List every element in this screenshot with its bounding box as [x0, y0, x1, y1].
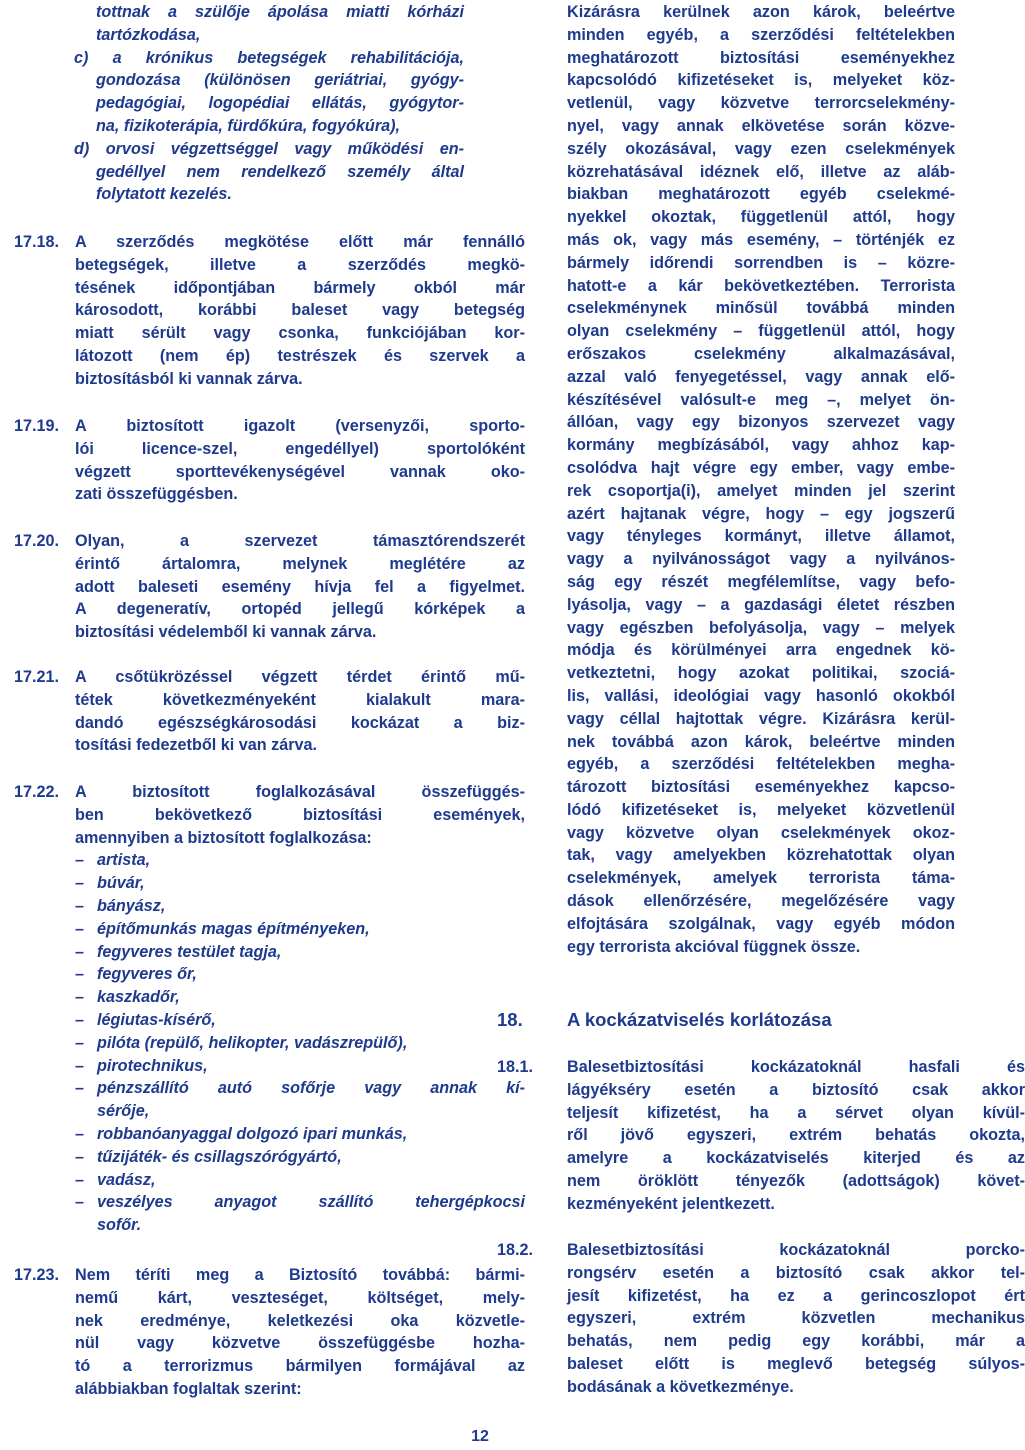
text-line: károsodott, korábbi baleset vagy betegség [75, 301, 525, 320]
text-line: tésének időpontjában bármely okból már [75, 278, 525, 297]
dash-bullet: – [75, 988, 85, 1007]
text-line: biakban meghatározott egyéb cselekmé- [567, 185, 955, 204]
list-item [75, 1077, 525, 1123]
text-line: biztosítási védelemből ki vannak zárva. [75, 623, 377, 642]
text-line: na, fizikoterápia, fürdőkúra, fogyókúra), [96, 116, 401, 135]
text-line: Balesetbiztosítási kockázatoknál hasfali és [567, 1058, 1025, 1076]
text-line: jesít kifizetést, ha ez a gerincoszlopot ért [567, 1286, 1025, 1305]
text-line: lágyékséry esetén a biztosító csak akkor [567, 1080, 1025, 1099]
clause-number: 17.21. [14, 668, 60, 686]
dash-bullet: – [75, 1170, 85, 1189]
text-line: cselekménynek minősül továbbá minden [567, 299, 955, 318]
text-line: d) orvosi végzettséggel vagy működési en- [74, 139, 464, 158]
dash-bullet: – [75, 896, 85, 915]
text-line: A degeneratív, ortopéd jellegű kórképek a [75, 600, 525, 619]
text-line: tározott biztosítási eseményekhez kapcso- [567, 778, 955, 797]
text-line: vagy egészben befolyásolja, vagy – melyek [567, 618, 955, 637]
text-line: c) a krónikus betegségek rehabilitációja, [74, 48, 464, 67]
clause-18-1 [497, 1056, 1025, 1216]
text-line: rongsérv esetén a biztosító csak akkor tel- [567, 1263, 1025, 1282]
dash-bullet: – [75, 1193, 85, 1212]
text-line: szély okozásával, vagy ezen cselekmények [567, 139, 955, 158]
clause-17-19 [14, 415, 525, 506]
clause-17-23 [14, 1264, 525, 1401]
list-item [75, 1009, 525, 1032]
list-item [75, 1123, 525, 1146]
list-item [75, 1191, 525, 1237]
text-line: közrehatásával idéznek elő, illetve az aláb- [567, 162, 955, 181]
text-line: rek csoportja(i), amelyet minden jel szerint [567, 481, 955, 500]
list-item [75, 872, 525, 895]
text-line: A szerződés megkötése előtt már fennálló [75, 233, 525, 251]
text-line: más ok, vagy más esemény, – történjék ez [567, 230, 955, 249]
text-line: bodásának a következménye. [567, 1377, 794, 1396]
text-line: amelyre a kockázatviselés kiterjed és az [567, 1149, 1025, 1168]
text-line: folytatott kezelés. [96, 185, 232, 204]
text-line: A biztosított foglalkozásával összefüggés- [75, 783, 525, 801]
clause-number: 17.22. [14, 783, 60, 801]
dash-bullet: – [75, 919, 85, 938]
clause-18-2 [497, 1239, 1025, 1399]
list-item-text: vadász, [97, 1170, 156, 1189]
list-item [75, 918, 525, 941]
text-line: teljesít kifizetést, ha a sérvet olyan kívül- [567, 1103, 1025, 1122]
text-line: tó a terrorizmus bármilyen formájával az [75, 1357, 525, 1376]
text-line: gedéllyel nem rendelkező személy által [96, 162, 464, 181]
text-line: biztosításból ki vannak zárva. [75, 369, 303, 388]
list-item-text: pénzszállító autó sofőrje vagy annak kí- [97, 1079, 525, 1098]
text-line: meghatározott biztosítási eseményekhez [567, 48, 955, 67]
text-line: lói licence-szel, engedéllyel) sportolóként [75, 439, 525, 458]
list-item-text: sérője, [97, 1102, 150, 1121]
list-item [75, 895, 525, 918]
list-item [75, 1032, 525, 1055]
text-line: tottnak a szülője ápolása miatti kórházi [96, 3, 464, 21]
text-line: lyásolja, vagy – a gazdasági életet részben [567, 595, 955, 614]
list-item-text: sofőr. [97, 1216, 142, 1235]
text-line: azzal való fenyegetéssel, vagy annak elő- [567, 367, 955, 386]
text-line: nemű kárt, veszteséget, költséget, mely- [75, 1288, 525, 1307]
text-line: dandó egészségkárosodási kockázat a biz- [75, 713, 525, 732]
list-item-text: kaszkadőr, [97, 988, 180, 1007]
text-line: cselekmények, amelyek terrorista táma- [567, 869, 955, 888]
list-item [75, 849, 525, 872]
text-line: ság egy részét megfélemlítse, vagy befo- [567, 572, 955, 591]
list-item [75, 941, 525, 964]
text-line: vetkeztetni, hogy azokat politikai, szociá- [567, 664, 955, 683]
text-line: állóan, vagy egy bizonyos szervezet vagy [567, 413, 955, 432]
text-line: egyszeri, extrém közvetlen mechanikus [567, 1309, 1025, 1328]
text-line: tétek következményeként kialakult mara- [75, 690, 525, 709]
text-line: azért hajtanak végre, hogy – egy jogszerű [567, 504, 955, 523]
text-line: pedagógiai, logopédiai ellátás, gyógytor- [96, 94, 464, 113]
list-item-text: robbanóanyaggal dolgozó ipari munkás, [97, 1124, 408, 1143]
list-item [75, 1146, 525, 1169]
text-line: hatott-e a kár bekövetkeztében. Terrorista [567, 276, 955, 295]
list-item-text: tűzijáték- és csillagszórógyártó, [97, 1147, 342, 1166]
text-line: nül vagy közvetve összefüggésbe hozha- [75, 1334, 525, 1353]
text-line: behatás, nem pedig egy korábbi, már a [567, 1332, 1025, 1351]
text-line: vagy a nyilvánosságot vagy a nyilvános- [567, 550, 955, 569]
text-line: nem öröklött tényezők (adottságok) követ- [567, 1171, 1025, 1190]
list-item-text: fegyveres testület tagja, [97, 942, 282, 961]
dash-bullet: – [75, 1079, 85, 1098]
text-line: vagy tényleges kormányt, illetve államot, [567, 527, 955, 546]
text-line: lis, vallási, ideológiai vagy hasonló okokból [567, 686, 955, 705]
section-number: 18. [497, 1009, 523, 1030]
text-line: alábbiakban foglaltak szerint: [75, 1379, 302, 1398]
text-line: Balesetbiztosítási kockázatoknál porcko- [567, 1241, 1025, 1259]
text-line: erőszakos cselekmény alkalmazásával, [567, 344, 955, 363]
text-line: elfojtására szolgálnak, vagy egyéb módon [567, 914, 955, 933]
text-line: csolódva hajt végre egy ember, vagy embe- [567, 458, 955, 477]
dash-bullet: – [75, 1056, 85, 1075]
intro-list [74, 1, 464, 206]
text-line: vagy közvetve olyan cselekmények okoz- [567, 823, 955, 842]
clause-17-18 [14, 231, 525, 391]
list-item-text: veszélyes anyagot szállító tehergépkocsi [97, 1193, 525, 1212]
text-line: ről jövő egyszeri, extrém behatás okozta, [567, 1126, 1025, 1145]
occupation-list [75, 849, 525, 1237]
clause-number: 17.19. [14, 417, 60, 435]
clause-number: 17.23. [14, 1266, 60, 1284]
clause-number: 18.1. [497, 1058, 534, 1076]
list-item-text: bányász, [97, 896, 166, 915]
dash-bullet: – [75, 965, 85, 984]
text-line: látozott (nem ép) testrészek és szervek a [75, 346, 525, 365]
text-line: lódó kifizetéseket is, melyeket közvetlenül [567, 800, 955, 819]
list-item-text: búvár, [97, 874, 145, 893]
list-item-text: pirotechnikus, [97, 1056, 208, 1075]
text-line: egy terrorista akcióval függnek össze. [567, 937, 861, 956]
dash-bullet: – [75, 851, 85, 870]
text-line: vetlenül, vagy közvetve terrorcselekmény- [567, 94, 955, 113]
text-line: nyel, vagy annak elkövetése során közve- [567, 116, 955, 135]
text-line: érintő ártalomra, melynek meglétére az [75, 554, 525, 573]
list-item-text: fegyveres őr, [97, 965, 197, 984]
text-line: adott baleseti esemény hívja fel a figyelmet. [75, 577, 525, 596]
list-item [75, 986, 525, 1009]
text-line: miatt sérült vagy csonka, funkciójában kor- [75, 324, 525, 343]
text-line: kapcsolódó kifizetéseket is, melyeket köz- [567, 71, 955, 90]
text-line: kormány megbízásából, vagy ahhoz kap- [567, 436, 955, 455]
clause-number: 17.18. [14, 233, 60, 251]
text-line: baleset előtt is meglevő betegség súlyos- [567, 1354, 1025, 1373]
dash-bullet: – [75, 1033, 85, 1052]
clause-number: 18.2. [497, 1241, 534, 1259]
text-line: kezményeként jelentkezett. [567, 1194, 775, 1213]
text-line: nek eredménye, keletkezési oka közvetle- [75, 1311, 525, 1330]
clause-17-21 [14, 666, 525, 757]
list-item-text: légiutas-kísérő, [97, 1010, 216, 1029]
list-item [75, 963, 525, 986]
text-line: bármely időrendi sorrendben is – közre- [567, 253, 955, 272]
dash-bullet: – [75, 942, 85, 961]
text-line: végzett sporttevékenységével vannak oko- [75, 462, 525, 481]
text-line: vagy céllal hajtottak végre. Kizárásra kerül- [567, 709, 955, 728]
list-item-text: artista, [97, 851, 151, 870]
text-line: minden egyéb, a szerződési feltételekben [567, 25, 955, 44]
text-line: zati összefüggésben. [75, 485, 238, 504]
text-line: Kizárásra kerülnek azon károk, beleértve [567, 3, 955, 21]
section-title: A kockázatviselés korlátozása [567, 1009, 832, 1030]
text-line: A csőtükrözéssel végzett térdet érintő mű- [75, 668, 525, 686]
text-line: nek továbbá azon károk, beleértve minden [567, 732, 955, 751]
list-item [75, 1055, 525, 1078]
text-line: A biztosított igazolt (versenyzői, sporto- [75, 417, 525, 435]
list-item-text: építőmunkás magas építményeken, [97, 919, 370, 938]
text-line: ben bekövetkező biztosítási események, [75, 805, 525, 824]
text-line: egyéb, a szerződési feltételekben megha- [567, 755, 955, 774]
text-line: tosítási fedezetből ki van zárva. [75, 736, 317, 755]
text-line: gondozása (különösen geriátriai, gyógy- [96, 71, 464, 90]
page-number: 12 [471, 1428, 489, 1445]
dash-bullet: – [75, 1124, 85, 1143]
text-line: készítésével valósult-e meg –, melyet ön- [567, 390, 955, 409]
text-line: amennyiben a biztosított foglalkozása: [75, 828, 372, 847]
list-item-text: pilóta (repülő, helikopter, vadászrepülő), [97, 1033, 408, 1052]
text-line: nyekkel okoztak, függetlenül attól, hogy [567, 208, 955, 227]
text-line: tartózkodása, [96, 25, 201, 44]
clause-17-22 [14, 781, 525, 1237]
clause-number: 17.20. [14, 532, 60, 550]
text-line: módja és körülményei arra engednek kö- [567, 641, 955, 660]
text-line: Olyan, a szervezet támasztórendszerét [75, 532, 525, 550]
text-line: olyan cselekmény – függetlenül attól, hogy [567, 322, 955, 341]
dash-bullet: – [75, 1010, 85, 1029]
text-line: dások ellenőrzésére, megelőzésére vagy [567, 892, 955, 911]
clause-17-20 [14, 530, 525, 644]
terrorism-paragraph [567, 1, 955, 958]
dash-bullet: – [75, 874, 85, 893]
section-heading-18 [497, 1009, 1025, 1032]
text-line: Nem téríti meg a Biztosító továbbá: bármi- [75, 1266, 525, 1284]
text-line: betegségek, illetve a szerződés megkö- [75, 255, 525, 274]
text-line: tak, vagy amelyekben közrehatottak olyan [567, 846, 955, 865]
list-item [75, 1169, 525, 1192]
dash-bullet: – [75, 1147, 85, 1166]
